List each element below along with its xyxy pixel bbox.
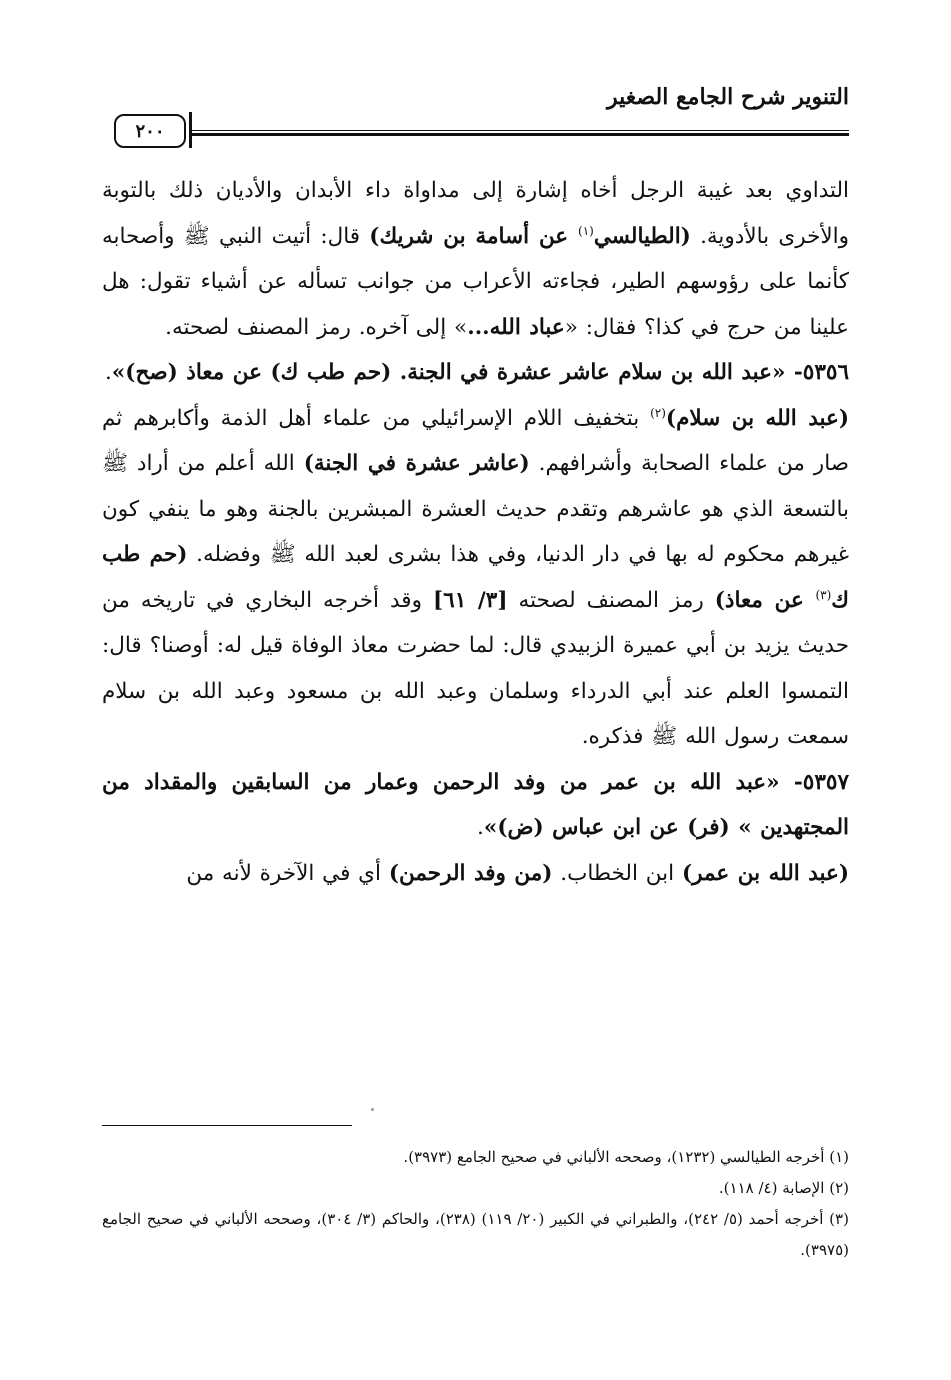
bold-text: عن أسامة بن شريك) [369,223,578,249]
bold-text: ٥٣٥٦- «عبد الله بن سلام عاشر عشرة في الجنة. (حم طب ك) عن معاذ (صح)» [111,360,849,385]
book-title: التنوير شرح الجامع الصغير [607,84,849,110]
bold-text: عن معاذ) [714,587,816,613]
footnote: (٢) الإصابة (٤/ ١١٨). [718,1179,849,1197]
text-run: . [105,360,112,385]
text-run: ابن الخطاب. [552,860,682,886]
bold-text: [٣/ ٦١] [432,587,508,613]
footnotes [102,1142,849,1266]
text-run: أي في الآخرة لأنه من [186,860,389,886]
text-run: التداوي بعد غيبة الرجل أخاه إشارة إلى مداواة داء الأبدان والأديان ذلك بالتوبة والأخرى بالأدوية. [102,178,849,249]
page-number: ٢٠٠ [114,114,186,148]
text-run: الله أعلم من أراد ﷺ بالتسعة الذي هو عاشرهم وتقدم حديث العشرة المبشرين بالجنة وهو ما ينفي كون غيرهم محكوم له بها في دار الدنيا، وفي هذا بشرى لعبد الله ﷺ وفضله. [102,451,849,567]
footnote: (٣) أخرجه أحمد (٥/ ٢٤٢)، والطبراني في الكبير (٢٠/ ١١٩) (٢٣٨)، والحاكم (٣/ ٣٠٤)، وصححه الألباني في صحيح الجامع (٣٩٧٥). [102,1210,849,1259]
bold-text: (حم طب ك [102,542,850,613]
bold-text: (عبد الله بن عمر) [681,860,849,886]
text-run: » إلى آخره. رمز المصنف لصحته. [165,314,468,340]
paragraph [102,350,849,396]
bold-text: (الطيالسي [593,223,691,249]
footnote-marker: (١) [578,223,594,238]
page-header [102,84,849,144]
footnote-separator [102,1125,352,1126]
paragraph [102,396,849,760]
text-run: وقد أخرجه البخاري في تاريخه من حديث يزيد بن أبي عميرة الزبيدي قال: لما حضرت معاذ الوفاة قيل له: أوصنا؟ قال: التمسوا العلم عند أبي الدرداء وسلمان وعبد الله بن مسعود وعبد الله بن سلام سمعت رسول الله ﷺ فذكره. [102,587,849,749]
paragraph [102,168,849,350]
footnote: (١) أخرجه الطيالسي (١٢٣٢)، وصححه الألباني في صحيح الجامع (٣٩٧٣). [403,1148,849,1166]
text-run: . [477,815,484,840]
bold-text: عباد الله... [467,314,565,340]
paragraph [102,851,849,897]
ink-speck [371,1108,374,1111]
header-rule [192,130,849,136]
paragraph [102,760,849,851]
bold-text: ٥٣٥٧- «عبد الله بن عمر من وفد الرحمن وعمار من السابقين والمقداد من المجتهدين » (فر) عن ابن عباس (ض)» [102,769,849,840]
text-run: قال: أتيت النبي ﷺ وأصحابه كأنما على رؤوسهم الطير، فجاءته الأعراب من جوانب تسأله عن أشياء تقول: هل علينا من حرج في كذا؟ فقال: « [102,223,849,340]
text-run: بتخفيف اللام الإسرائيلي من علماء أهل الذمة وأكابرهم ثم صار من علماء الصحابة وأشرافهم. [102,405,849,476]
bold-text: (عبد الله بن سلام) [665,405,849,431]
main-text [102,168,849,896]
footnote-marker: (٣) [815,587,832,602]
text-run: رمز المصنف لصحته [507,587,715,613]
footnote-marker: (٢) [650,405,666,420]
bold-text: (من وفد الرحمن) [388,860,553,886]
bold-text: (عاشر عشرة في الجنة) [303,451,530,476]
